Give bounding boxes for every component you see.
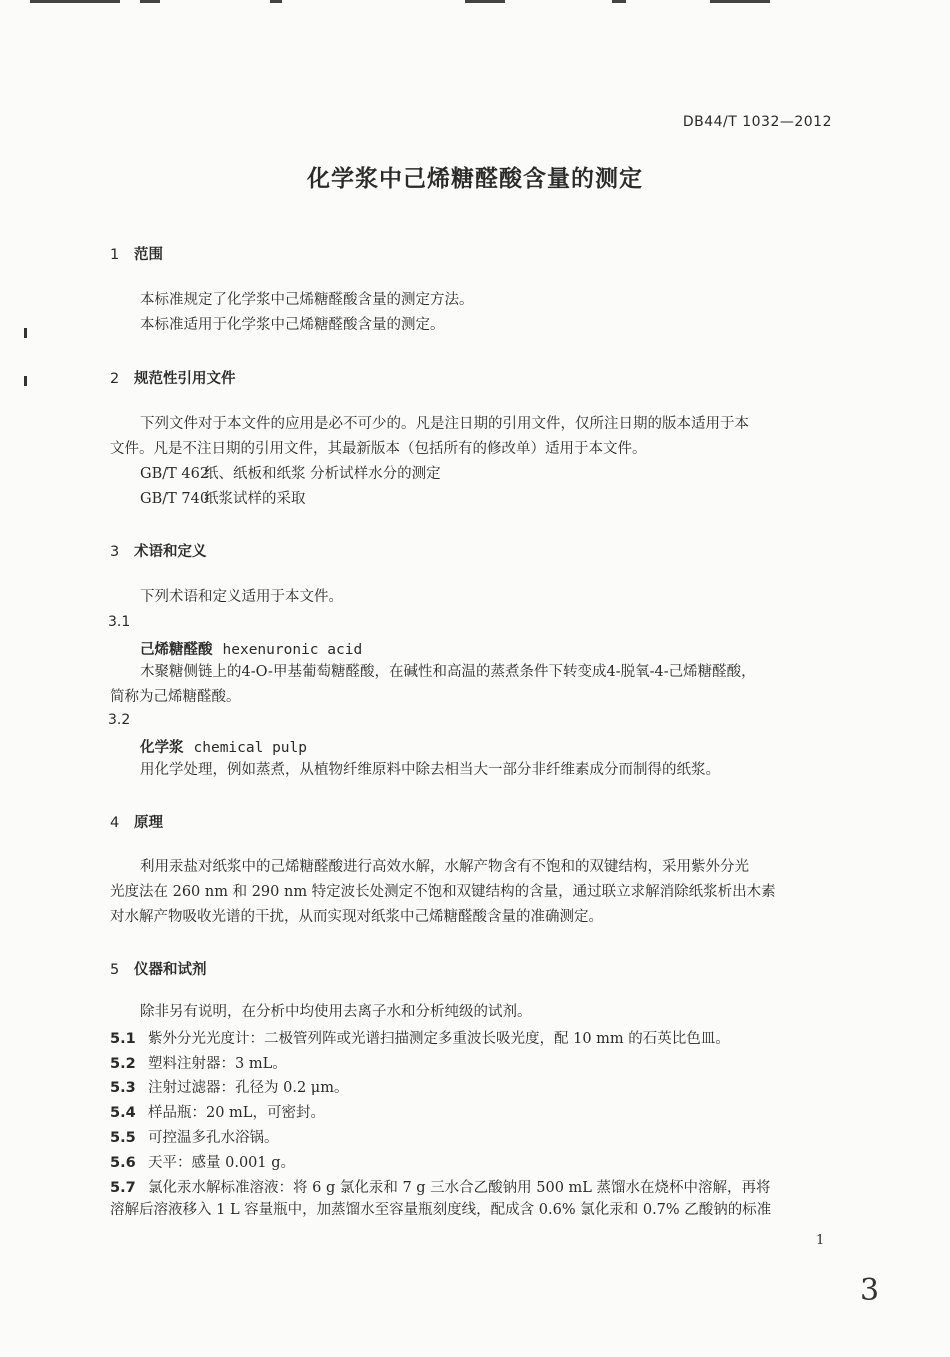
- section-heading-apparatus: [110, 958, 207, 979]
- paragraph: 本标准规定了化学浆中己烯糖醛酸含量的测定方法。: [140, 292, 474, 308]
- document-code: DB44/T 1032—2012: [682, 114, 832, 130]
- reference-item: [140, 487, 306, 511]
- list-item: [110, 1101, 325, 1122]
- term-definition: 木聚糖侧链上的4-O-甲基葡萄糖醛酸，在碱性和高温的蒸煮条件下转变成4-脱氧-4-己烯糖醛酸，: [140, 664, 756, 680]
- paragraph: 本标准适用于化学浆中己烯糖醛酸含量的测定。: [140, 317, 445, 333]
- item-number: 5.2: [110, 1056, 136, 1072]
- item-text: 样品瓶：20 mL，可密封。: [148, 1105, 325, 1121]
- item-text: 塑料注射器：3 mL。: [148, 1056, 287, 1072]
- section-heading-normative-references: [110, 367, 236, 388]
- scan-edge: [270, 0, 282, 3]
- reference-name: 纸、纸板和纸浆 分析试样水分的测定: [204, 466, 441, 482]
- paragraph: 下列术语和定义适用于本文件。: [140, 589, 343, 605]
- item-text: 氯化汞水解标准溶液：将 6 g 氯化汞和 7 g 三水合乙酸钠用 500 mL 蒸馏水在烧杯中溶解，再将: [148, 1180, 771, 1196]
- section-heading-scope: [110, 243, 163, 264]
- reference-name: 纸浆试样的采取: [204, 491, 306, 507]
- paragraph: 对水解产物吸收光谱的干扰，从而实现对纸浆中己烯糖醛酸含量的准确测定。: [110, 909, 603, 925]
- section-title: 术语和定义: [134, 544, 207, 560]
- section-heading-principle: [110, 811, 163, 832]
- item-text: 紫外分光光度计：二极管列阵或光谱扫描测定多重波长吸光度，配 10 mm 的石英比色皿。: [148, 1031, 730, 1047]
- scan-speck: [24, 376, 27, 386]
- corner-number: 3: [860, 1273, 880, 1308]
- section-title: 范围: [134, 247, 163, 263]
- list-item: [110, 1126, 279, 1147]
- paragraph: 光度法在 260 nm 和 290 nm 特定波长处测定不饱和双键结构的含量，通过联立求解消除纸浆析出木素: [110, 884, 776, 900]
- item-number: 5.5: [110, 1130, 136, 1146]
- reference-code: GB/T 462: [140, 466, 210, 482]
- scan-edge: [140, 0, 160, 3]
- item-number: 5.6: [110, 1155, 136, 1171]
- list-item-continuation: 溶解后溶液移入 1 L 容量瓶中，加蒸馏水至容量瓶刻度线，配成含 0.6% 氯化汞和 0.7% 乙酸钠的标准: [110, 1202, 772, 1218]
- section-number: 4: [110, 815, 120, 831]
- list-item: [110, 1052, 287, 1073]
- section-heading-terms: [110, 540, 207, 561]
- paragraph: 下列文件对于本文件的应用是必不可少的。凡是注日期的引用文件，仅所注日期的版本适用于本: [140, 416, 749, 432]
- list-item: [110, 1076, 348, 1097]
- scan-edge: [465, 0, 505, 3]
- scan-edge: [612, 0, 626, 3]
- list-item: [110, 1176, 771, 1197]
- item-number: 5.4: [110, 1105, 136, 1121]
- scan-edge: [30, 0, 120, 3]
- reference-code: GB/T 740: [140, 491, 210, 507]
- reference-item: [140, 462, 441, 486]
- term-zh: 己烯糖醛酸: [140, 642, 213, 658]
- item-text: 注射过滤器：孔径为 0.2 μm。: [148, 1080, 349, 1096]
- paragraph: 除非另有说明，在分析中均使用去离子水和分析纯级的试剂。: [140, 1004, 532, 1020]
- term-zh: 化学浆: [140, 740, 184, 756]
- item-number: 5.1: [110, 1031, 136, 1047]
- paragraph: 文件。凡是不注日期的引用文件，其最新版本（包括所有的修改单）适用于本文件。: [110, 441, 647, 457]
- section-number: 2: [110, 371, 120, 387]
- section-number: 1: [110, 247, 120, 263]
- section-title: 原理: [134, 815, 163, 831]
- item-text: 可控温多孔水浴锅。: [148, 1130, 279, 1146]
- section-title: 仪器和试剂: [134, 962, 207, 978]
- section-number: 3: [110, 544, 120, 560]
- item-number: 5.3: [110, 1080, 136, 1096]
- page-number: 1: [816, 1233, 825, 1248]
- term-en: chemical pulp: [193, 740, 307, 756]
- term-entry: [140, 736, 307, 757]
- paragraph: 利用汞盐对纸浆中的己烯糖醛酸进行高效水解，水解产物含有不饱和的双键结构，采用紫外分光: [140, 859, 749, 875]
- list-item: [110, 1027, 730, 1048]
- section-number: 5: [110, 962, 120, 978]
- document-title: 化学浆中己烯糖醛酸含量的测定: [307, 166, 643, 192]
- item-number: 5.7: [110, 1180, 136, 1196]
- term-definition: 用化学处理，例如蒸煮，从植物纤维原料中除去相当大一部分非纤维素成分而制得的纸浆。: [140, 762, 720, 778]
- item-text: 天平：感量 0.001 g。: [148, 1155, 296, 1171]
- term-definition: 简称为己烯糖醛酸。: [110, 689, 241, 705]
- term-entry: [140, 638, 362, 659]
- term-en: hexenuronic acid: [222, 642, 363, 658]
- scan-speck: [24, 328, 27, 338]
- scan-edge: [710, 0, 770, 3]
- clause-number: 3.1: [108, 614, 131, 630]
- clause-number: 3.2: [108, 712, 131, 728]
- list-item: [110, 1151, 295, 1172]
- section-title: 规范性引用文件: [134, 371, 236, 387]
